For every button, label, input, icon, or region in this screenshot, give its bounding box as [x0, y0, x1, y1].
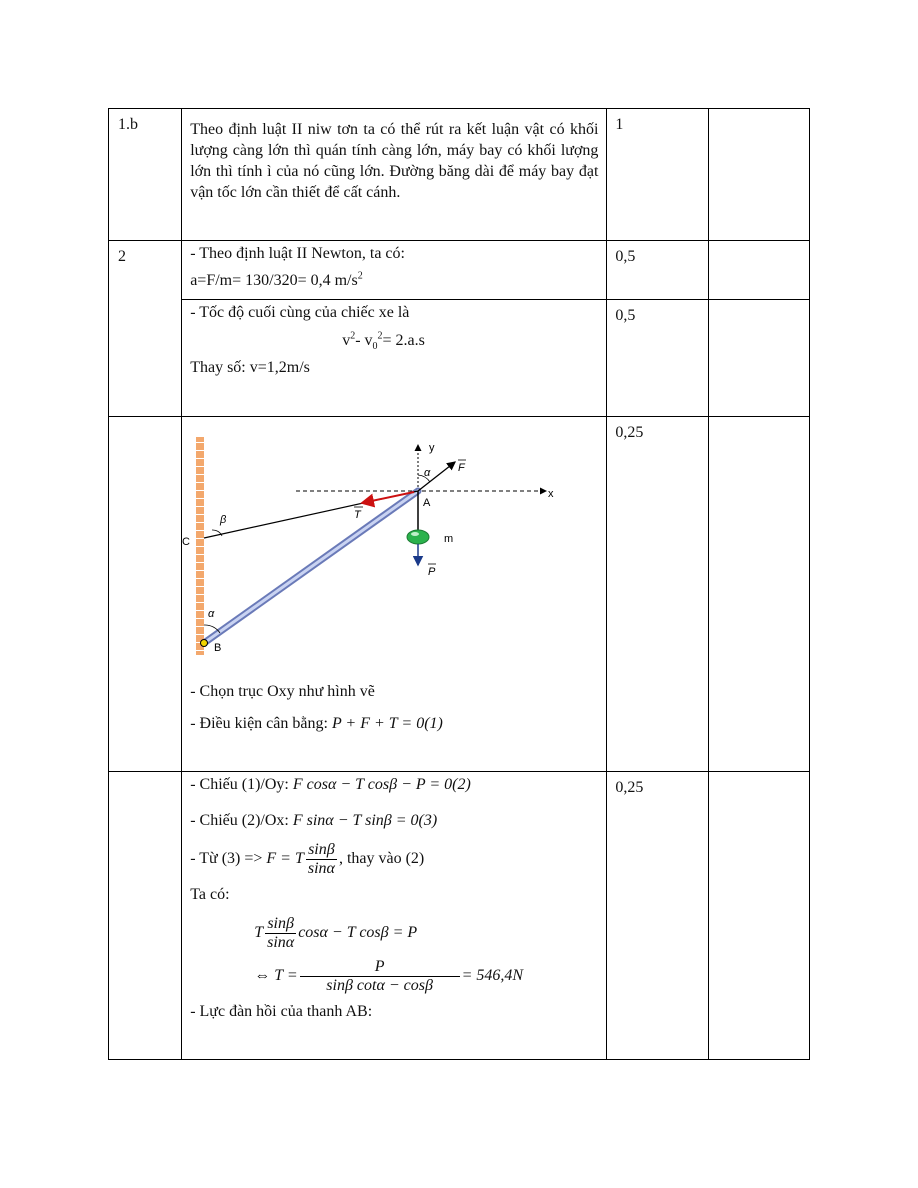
- eq-part: = 2.a.s: [382, 332, 425, 349]
- answer-cell: [182, 300, 607, 417]
- acceleration-formula: a=F/m= 130/320= 0,4 m/s: [190, 272, 358, 289]
- table-row: [109, 772, 810, 1060]
- formula-part: F = T: [266, 850, 304, 868]
- formula-part: cosα − T cosβ = P: [298, 924, 418, 942]
- notes-cell: [708, 241, 809, 300]
- answer-line: - Tốc độ cuối cùng của chiếc xe là: [190, 304, 410, 321]
- answer-line: [190, 774, 598, 795]
- table-row: [109, 300, 810, 417]
- pivot-b: [201, 640, 208, 647]
- projection-equation: F sinα − T sinβ = 0(3): [292, 812, 438, 829]
- projection-equation: F cosα − T cosβ − P = 0(2): [292, 776, 471, 793]
- points-cell: 1: [607, 109, 708, 241]
- equilibrium-label: - Điều kiện cân bằng:: [190, 715, 332, 732]
- answer-line: [190, 915, 598, 952]
- numerator: sinβ: [306, 841, 337, 860]
- denominator: sinβ cotα − cosβ: [326, 977, 433, 994]
- notes-cell: [708, 417, 809, 772]
- question-number: 1.b: [109, 109, 182, 241]
- question-number: [109, 772, 182, 1060]
- answer-line: - Theo định luật II Newton, ta có:: [190, 245, 405, 262]
- points-cell: 0,5: [607, 300, 708, 417]
- exponent: 2: [357, 270, 363, 282]
- notes-cell: [708, 772, 809, 1060]
- force-f-label: F: [458, 462, 465, 474]
- answer-text: Theo định luật II niw tơn ta có thể rút ra kết luận vật có khối lượng càng lớn thì quán tính càng lớn, máy bay có khối lượng lớn thì tính ì của nó cũng lớn. Đường băng dài để máy bay đạt vận tốc lớn cần thiết để cất cánh.: [190, 121, 599, 201]
- answer-line: [190, 713, 443, 734]
- answer-cell: [182, 772, 607, 1060]
- numerator: P: [300, 958, 460, 977]
- force-diagram: [182, 419, 606, 659]
- rod-highlight: [204, 491, 418, 643]
- y-axis-label: y: [429, 442, 435, 454]
- points-cell: 0,25: [607, 417, 708, 772]
- mass-highlight: [411, 532, 419, 536]
- denominator: sinα: [267, 934, 295, 951]
- answer-line: [190, 810, 598, 831]
- answer-line: - Lực đàn hồi của thanh AB:: [190, 1003, 373, 1020]
- points-cell: 0,5: [607, 241, 708, 300]
- answer-line: Thay số: v=1,2m/s: [190, 359, 310, 376]
- alpha-label-top: α: [424, 467, 431, 479]
- eq-part: v: [342, 332, 351, 349]
- answer-cell: [182, 241, 607, 300]
- wall: [196, 437, 204, 655]
- alpha-label-bottom: α: [208, 608, 215, 620]
- exponent: 2: [350, 330, 356, 342]
- exponent: 2: [377, 330, 383, 342]
- question-number: 2: [109, 241, 182, 417]
- answer-line: - Chọn trục Oxy như hình vẽ: [190, 683, 375, 700]
- velocity-equation: [190, 330, 598, 351]
- notes-cell: [708, 109, 809, 241]
- solution-table: [108, 108, 810, 1060]
- point-a-label: A: [423, 497, 431, 509]
- result: = 546,4N: [461, 967, 524, 985]
- mass-label: m: [444, 533, 454, 545]
- mass-ball: [407, 530, 429, 544]
- subscript: 0: [372, 341, 378, 353]
- numerator: sinβ: [265, 915, 296, 934]
- x-axis-label: x: [548, 488, 554, 500]
- answer-cell: [182, 109, 607, 241]
- formula-part: ⇔ T =: [254, 967, 298, 985]
- answer-cell: [182, 417, 607, 772]
- points-cell: 0,25: [607, 772, 708, 1060]
- table-row: [109, 417, 810, 772]
- table-row: [109, 241, 810, 300]
- equilibrium-equation: P + F + T = 0(1): [331, 715, 443, 732]
- denominator: sinα: [307, 860, 335, 877]
- weight-label: P: [428, 566, 436, 578]
- notes-cell: [708, 300, 809, 417]
- answer-line: Ta có:: [190, 886, 230, 903]
- formula-part: T: [254, 924, 264, 942]
- tension-label: T: [354, 509, 361, 521]
- eq-part: - v: [355, 332, 373, 349]
- projection-label: - Chiếu (2)/Ox:: [190, 812, 293, 829]
- answer-line: [190, 841, 598, 878]
- question-number: [109, 417, 182, 772]
- answer-line: [190, 958, 598, 995]
- derivation-suffix: , thay vào (2): [338, 850, 425, 868]
- beta-label: β: [220, 514, 227, 526]
- derivation-label: - Từ (3) =>: [190, 850, 267, 868]
- table-row: [109, 109, 810, 241]
- fraction: [306, 841, 337, 878]
- point-c-label: C: [182, 536, 191, 548]
- fraction: [265, 915, 296, 952]
- projection-label: - Chiếu (1)/Oy:: [190, 776, 293, 793]
- point-b-label: B: [214, 642, 222, 654]
- answer-line: [190, 270, 598, 291]
- fraction: [300, 958, 460, 995]
